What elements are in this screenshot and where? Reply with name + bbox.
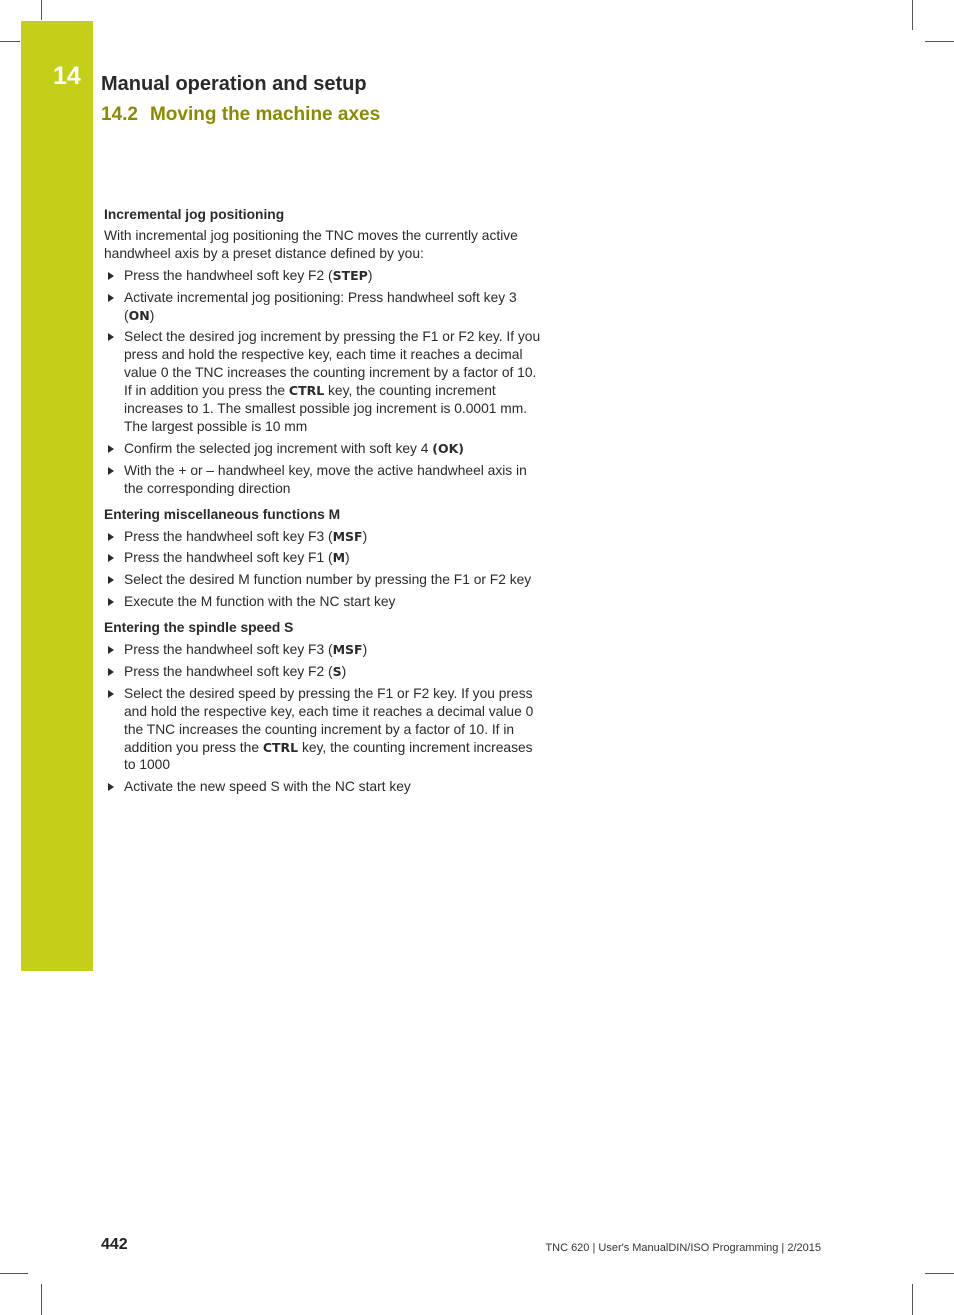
step-item: Press the handwheel soft key F3 (MSF): [104, 528, 544, 546]
main-content: [104, 206, 544, 800]
softkey-label: STEP: [332, 267, 368, 283]
softkey-label: MSF: [332, 528, 363, 544]
crop-mark: [0, 41, 20, 42]
step-item: Press the handwheel soft key F2 (S): [104, 663, 544, 681]
step-item: Select the desired M function number by pressing the F1 or F2 key: [104, 571, 544, 589]
step-list: [104, 641, 544, 796]
step-item: Press the handwheel soft key F1 (M): [104, 549, 544, 567]
step-item: Select the desired jog increment by pressing the F1 or F2 key. If you press and hold the respective key, each time it reaches a decimal value 0 the TNC increases the counting increment by a factor of 10. If in addition you press the CTRL key, the counting increment increases to 1. The smallest possible jog increment is 0.0001 mm. The largest possible is 10 mm: [104, 328, 544, 435]
softkey-label: ON: [128, 307, 150, 323]
step-item: Execute the M function with the NC start key: [104, 593, 544, 611]
section-heading: Entering miscellaneous functions M: [104, 506, 341, 522]
page-number: 442: [101, 1236, 128, 1253]
chapter-number: 14: [53, 62, 81, 90]
step-item: Press the handwheel soft key F2 (STEP): [104, 267, 544, 285]
chapter-title: Manual operation and setup: [101, 73, 367, 95]
softkey-label: (OK): [432, 440, 465, 456]
crop-mark: [0, 1273, 28, 1274]
key-label: CTRL: [262, 739, 299, 755]
section-title-text: Moving the machine axes: [149, 104, 381, 125]
step-item: Activate incremental jog positioning: Press handwheel soft key 3 (ON): [104, 289, 544, 325]
softkey-label: MSF: [332, 642, 363, 658]
softkey-label: M: [332, 550, 346, 566]
section-heading: Entering the spindle speed S: [104, 620, 294, 636]
softkey-label: S: [332, 663, 342, 679]
step-item: Select the desired speed by pressing the F1 or F2 key. If you press and hold the respective key, each time it reaches a decimal value 0 the TNC increases the counting increment by a factor of 10. If in addition you press the CTRL key, the counting increment increases to 1000: [104, 685, 544, 775]
section-number: 14.2: [101, 104, 138, 125]
crop-mark: [41, 1284, 42, 1315]
footer-text: TNC 620 | User's ManualDIN/ISO Programming | 2/2015: [545, 1242, 821, 1254]
section-title: [101, 104, 380, 126]
step-item: Press the handwheel soft key F3 (MSF): [104, 641, 544, 659]
chapter-tab-bar: [21, 21, 93, 971]
step-list: [104, 528, 544, 612]
crop-mark: [925, 1273, 954, 1274]
step-item: Confirm the selected jog increment with soft key 4 (OK): [104, 440, 544, 458]
section-heading: Incremental jog positioning: [104, 207, 285, 222]
crop-mark: [912, 0, 913, 30]
step-item: Activate the new speed S with the NC start key: [104, 778, 544, 796]
crop-mark: [925, 41, 954, 42]
step-list: [104, 267, 544, 498]
section-intro: With incremental jog positioning the TNC moves the currently active handwheel axis by a preset distance defined by you:: [104, 227, 518, 261]
crop-mark: [912, 1284, 913, 1315]
key-label: CTRL: [288, 383, 325, 399]
step-item: With the + or – handwheel key, move the active handwheel axis in the corresponding direction: [104, 462, 544, 498]
crop-mark: [41, 0, 42, 20]
